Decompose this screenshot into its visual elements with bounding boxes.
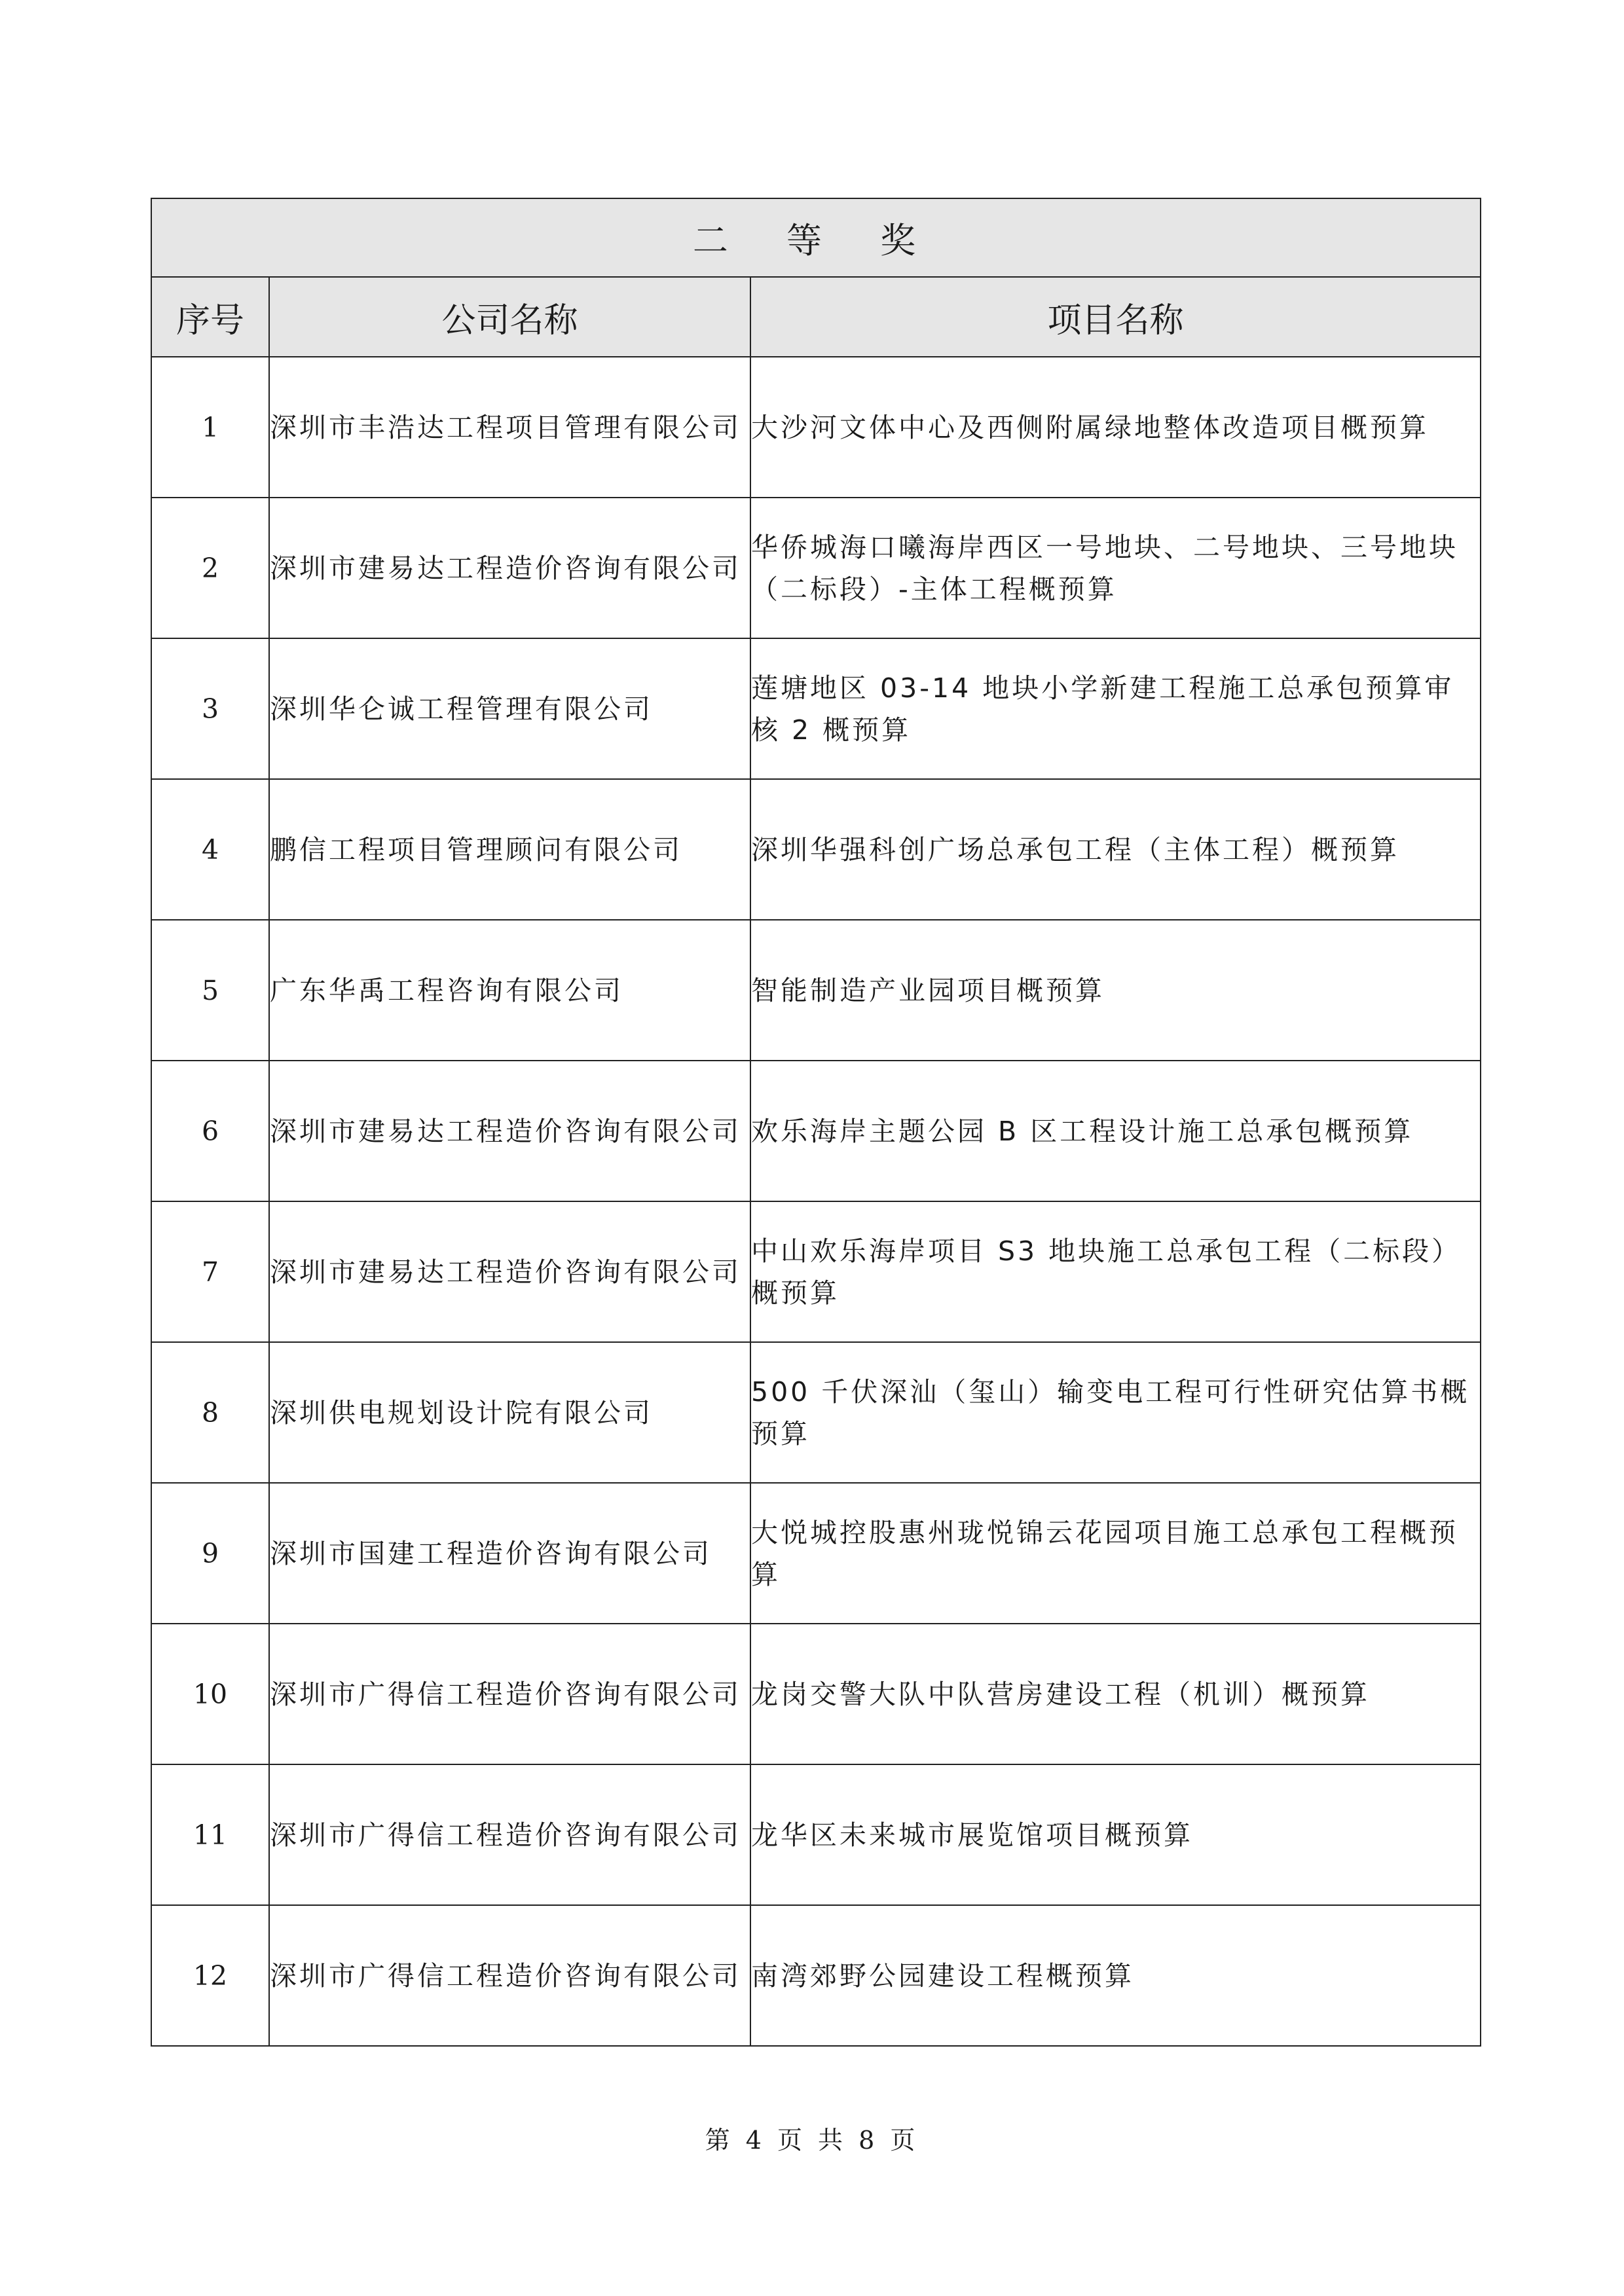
table-row — [151, 1342, 1481, 1483]
table-row — [151, 1764, 1481, 1905]
table-row — [151, 498, 1481, 638]
cell-project: 中山欢乐海岸项目 S3 地块施工总承包工程（二标段）概预算 — [750, 1201, 1481, 1342]
cell-project: 大沙河文体中心及西侧附属绿地整体改造项目概预算 — [750, 357, 1481, 498]
cell-project: 南湾郊野公园建设工程概预算 — [750, 1905, 1481, 2046]
cell-project: 华侨城海口曦海岸西区一号地块、二号地块、三号地块（二标段）-主体工程概预算 — [750, 498, 1481, 638]
cell-project: 大悦城控股惠州珑悦锦云花园项目施工总承包工程概预算 — [750, 1483, 1481, 1624]
cell-project: 500 千伏深汕（玺山）输变电工程可行性研究估算书概预算 — [750, 1342, 1481, 1483]
cell-project: 龙华区未来城市展览馆项目概预算 — [750, 1764, 1481, 1905]
cell-project: 龙岗交警大队中队营房建设工程（机训）概预算 — [750, 1624, 1481, 1764]
cell-no: 9 — [151, 1483, 269, 1624]
cell-company: 深圳供电规划设计院有限公司 — [269, 1342, 750, 1483]
cell-company: 广东华禹工程咨询有限公司 — [269, 920, 750, 1061]
cell-no: 5 — [151, 920, 269, 1061]
page-number: 第 4 页 共 8 页 — [705, 2126, 919, 2155]
table-row — [151, 779, 1481, 920]
cell-no: 11 — [151, 1764, 269, 1905]
cell-project: 莲塘地区 03-14 地块小学新建工程施工总承包预算审核 2 概预算 — [750, 638, 1481, 779]
cell-company: 深圳市广得信工程造价咨询有限公司 — [269, 1905, 750, 2046]
cell-company: 深圳市广得信工程造价咨询有限公司 — [269, 1764, 750, 1905]
header-project: 项目名称 — [750, 277, 1481, 357]
cell-project: 欢乐海岸主题公园 B 区工程设计施工总承包概预算 — [750, 1061, 1481, 1201]
table-row — [151, 1201, 1481, 1342]
cell-company: 深圳市建易达工程造价咨询有限公司 — [269, 498, 750, 638]
cell-company: 深圳华仑诚工程管理有限公司 — [269, 638, 750, 779]
cell-no: 2 — [151, 498, 269, 638]
cell-project: 智能制造产业园项目概预算 — [750, 920, 1481, 1061]
cell-no: 12 — [151, 1905, 269, 2046]
award-table — [151, 198, 1481, 2047]
table-row — [151, 1483, 1481, 1624]
header-no: 序号 — [151, 277, 269, 357]
table-row — [151, 920, 1481, 1061]
table-row — [151, 1624, 1481, 1764]
cell-no: 6 — [151, 1061, 269, 1201]
cell-company: 深圳市广得信工程造价咨询有限公司 — [269, 1624, 750, 1764]
cell-project: 深圳华强科创广场总承包工程（主体工程）概预算 — [750, 779, 1481, 920]
cell-company: 深圳市建易达工程造价咨询有限公司 — [269, 1061, 750, 1201]
cell-company: 鹏信工程项目管理顾问有限公司 — [269, 779, 750, 920]
cell-no: 3 — [151, 638, 269, 779]
cell-no: 4 — [151, 779, 269, 920]
table-row — [151, 357, 1481, 498]
header-company: 公司名称 — [269, 277, 750, 357]
cell-no: 8 — [151, 1342, 269, 1483]
table-row — [151, 1905, 1481, 2046]
table-title-row — [151, 198, 1481, 277]
cell-company: 深圳市建易达工程造价咨询有限公司 — [269, 1201, 750, 1342]
table-row — [151, 638, 1481, 779]
cell-no: 10 — [151, 1624, 269, 1764]
cell-no: 7 — [151, 1201, 269, 1342]
cell-company: 深圳市国建工程造价咨询有限公司 — [269, 1483, 750, 1624]
table-row — [151, 1061, 1481, 1201]
cell-no: 1 — [151, 357, 269, 498]
cell-company: 深圳市丰浩达工程项目管理有限公司 — [269, 357, 750, 498]
table-title: 二 等 奖 — [151, 198, 1481, 277]
header-row — [151, 277, 1481, 357]
